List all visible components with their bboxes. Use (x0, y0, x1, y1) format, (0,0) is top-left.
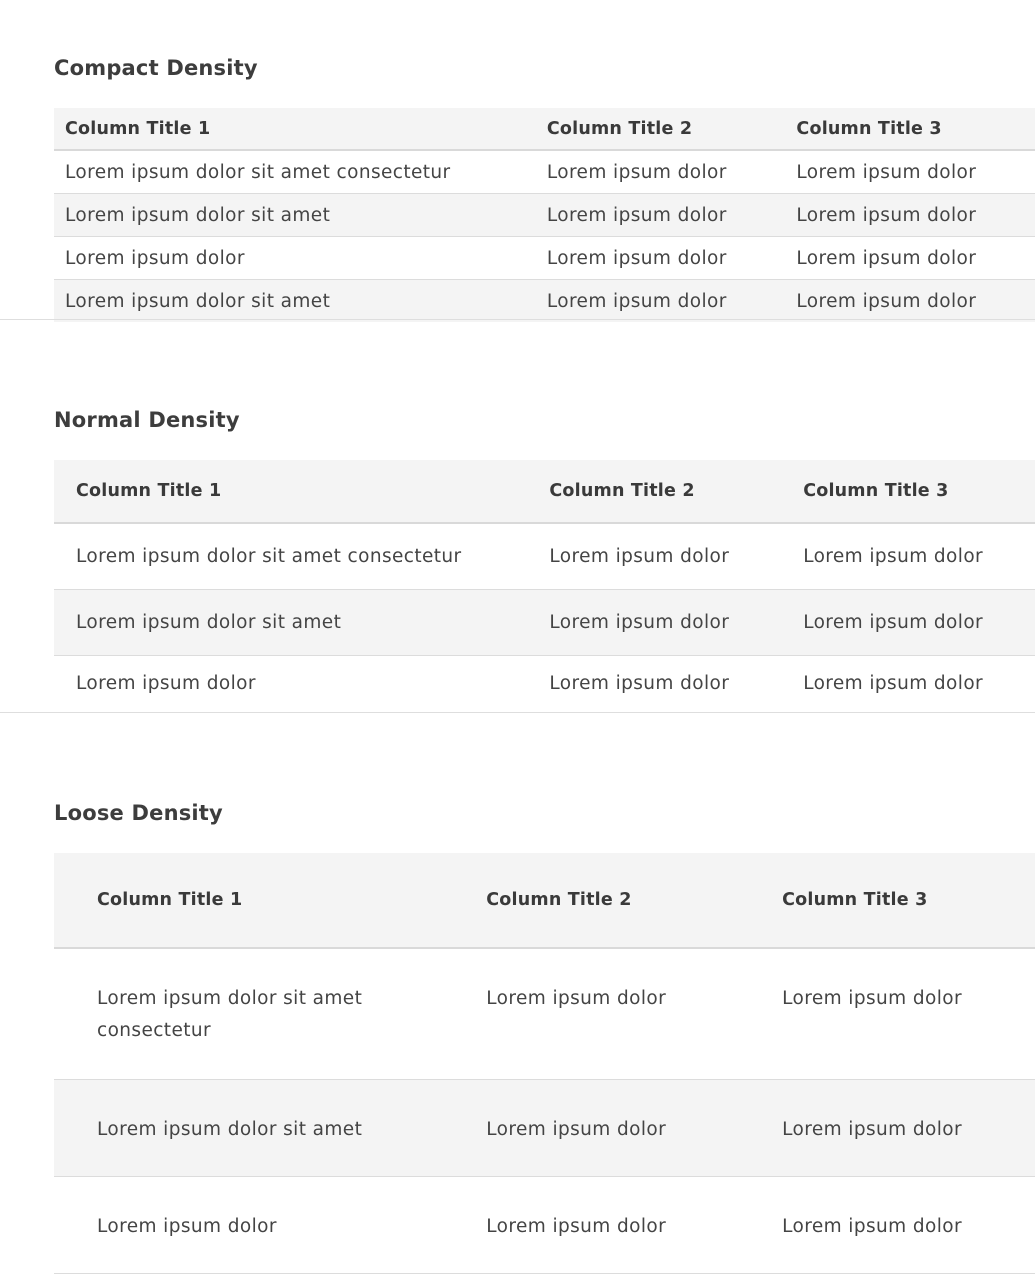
table-cell: Lorem ipsum dolor sit amet consectetur (54, 523, 527, 590)
section-title-compact: Compact Density (54, 56, 258, 80)
table-cell: Lorem ipsum dolor (527, 590, 781, 656)
table-cell: Lorem ipsum dolor (536, 194, 786, 237)
table-cell: Lorem ipsum dolor sit amet (54, 1080, 443, 1177)
compact-density-table (54, 108, 1035, 322)
column-header-3[interactable]: Column Title 3 (781, 460, 1035, 523)
table-row[interactable] (54, 1177, 1035, 1274)
table-row[interactable] (54, 656, 1035, 711)
column-header-3[interactable]: Column Title 3 (785, 108, 1035, 150)
column-header-2[interactable]: Column Title 2 (527, 460, 781, 523)
column-header-3[interactable]: Column Title 3 (739, 853, 1035, 948)
normal-density-table (54, 460, 1035, 710)
table-cell: Lorem ipsum dolor (739, 1080, 1035, 1177)
table-header-row (54, 108, 1035, 150)
table-cell: Lorem ipsum dolor (536, 280, 786, 323)
column-header-2[interactable]: Column Title 2 (443, 853, 739, 948)
table-cell: Lorem ipsum dolor (739, 948, 1035, 1080)
table-header-row (54, 460, 1035, 523)
table-cell: Lorem ipsum dolor (803, 672, 984, 694)
table-cell: Lorem ipsum dolor (443, 1177, 739, 1274)
table-cell: Lorem ipsum dolor (54, 1177, 443, 1274)
section-divider (0, 712, 1035, 713)
table-row[interactable] (54, 590, 1035, 656)
table-cell: Lorem ipsum dolor (781, 523, 1035, 590)
table-cell: Lorem ipsum dolor sit amet (54, 590, 527, 656)
table-cell: Lorem ipsum dolor sit amet (54, 280, 536, 323)
table-cell: Lorem ipsum dolor sit amet consectetur (54, 948, 443, 1080)
table-cell: Lorem ipsum dolor (443, 948, 739, 1080)
table-cell: Lorem ipsum dolor (781, 590, 1035, 656)
table-cell: Lorem ipsum dolor (54, 237, 536, 280)
table-cell: Lorem ipsum dolor sit amet (54, 194, 536, 237)
table-cell: Lorem ipsum dolor sit amet consectetur (54, 150, 536, 194)
table-cell: Lorem ipsum dolor (536, 150, 786, 194)
column-header-1[interactable]: Column Title 1 (54, 460, 527, 523)
table-row[interactable] (54, 194, 1035, 237)
table-row[interactable] (54, 237, 1035, 280)
column-header-1[interactable]: Column Title 1 (54, 853, 443, 948)
table-cell: Lorem ipsum dolor (76, 672, 256, 694)
table-row[interactable] (54, 523, 1035, 590)
loose-density-table (54, 853, 1035, 1274)
column-header-2[interactable]: Column Title 2 (536, 108, 786, 150)
column-header-1[interactable]: Column Title 1 (54, 108, 536, 150)
table-cell: Lorem ipsum dolor (536, 237, 786, 280)
table-cell: Lorem ipsum dolor (443, 1080, 739, 1177)
table-cell: Lorem ipsum dolor (785, 194, 1035, 237)
table-cell: Lorem ipsum dolor (527, 523, 781, 590)
section-divider (0, 319, 1035, 320)
section-title-normal: Normal Density (54, 408, 240, 432)
table-cell: Lorem ipsum dolor (549, 672, 730, 694)
table-row[interactable] (54, 280, 1035, 323)
table-header-row (54, 853, 1035, 948)
table-cell: Lorem ipsum dolor (739, 1177, 1035, 1274)
table-cell: Lorem ipsum dolor (785, 237, 1035, 280)
table-row[interactable] (54, 948, 1035, 1080)
table-cell: Lorem ipsum dolor (785, 280, 1035, 323)
table-row[interactable] (54, 1080, 1035, 1177)
table-cell: Lorem ipsum dolor (785, 150, 1035, 194)
section-title-loose: Loose Density (54, 801, 223, 825)
table-row[interactable] (54, 150, 1035, 194)
